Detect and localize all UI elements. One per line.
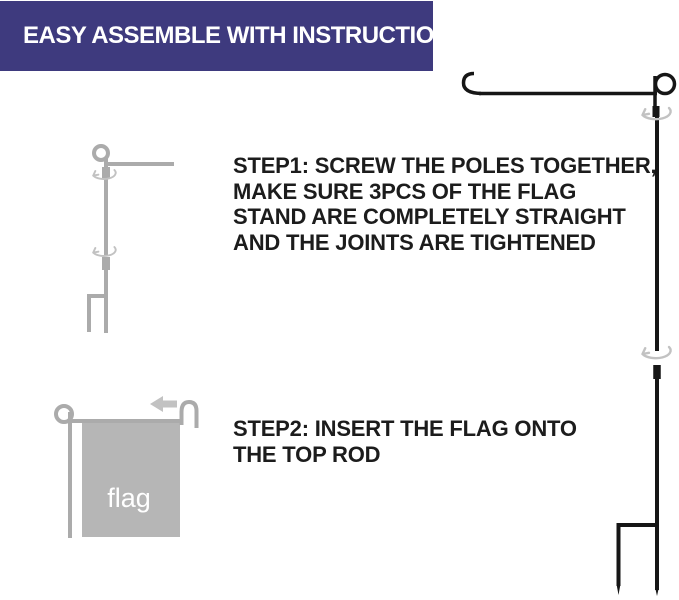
flag-stand-illustration: [464, 74, 675, 597]
mini-top-loop: [94, 146, 108, 160]
flag-label: flag: [107, 483, 151, 513]
stand-left-hook: [464, 74, 482, 94]
flag-cloth: [82, 421, 180, 537]
step1-line-1: STEP1: SCREW THE POLES TOGETHER,: [233, 153, 657, 178]
step1-line-2: MAKE SURE 3PCS OF THE FLAG: [233, 178, 577, 204]
step1-pole-diagram: [89, 146, 174, 333]
flag-insert-diagram: [56, 396, 197, 538]
banner-title: EASY ASSEMBLE WITH INSTRUCTIONS: [23, 22, 467, 49]
step1-line-3: STAND ARE COMPLETELY STRAIGHT: [233, 204, 626, 229]
step2-line-2: THE TOP ROD: [233, 441, 381, 467]
insert-direction-arrow-icon: [150, 396, 177, 412]
mini-ground-foot: [89, 296, 106, 332]
stand-ground-bracket: [619, 525, 658, 586]
stand-top-loop: [656, 75, 675, 94]
flag-rod-hook: [182, 402, 197, 428]
stand-pole-tip: [655, 587, 659, 596]
step2-line-1: STEP2: INSERT THE FLAG ONTO: [233, 416, 577, 441]
step1-line-4: AND THE JOINTS ARE TIGHTENED: [233, 229, 596, 255]
stand-prong-tip: [617, 584, 621, 595]
